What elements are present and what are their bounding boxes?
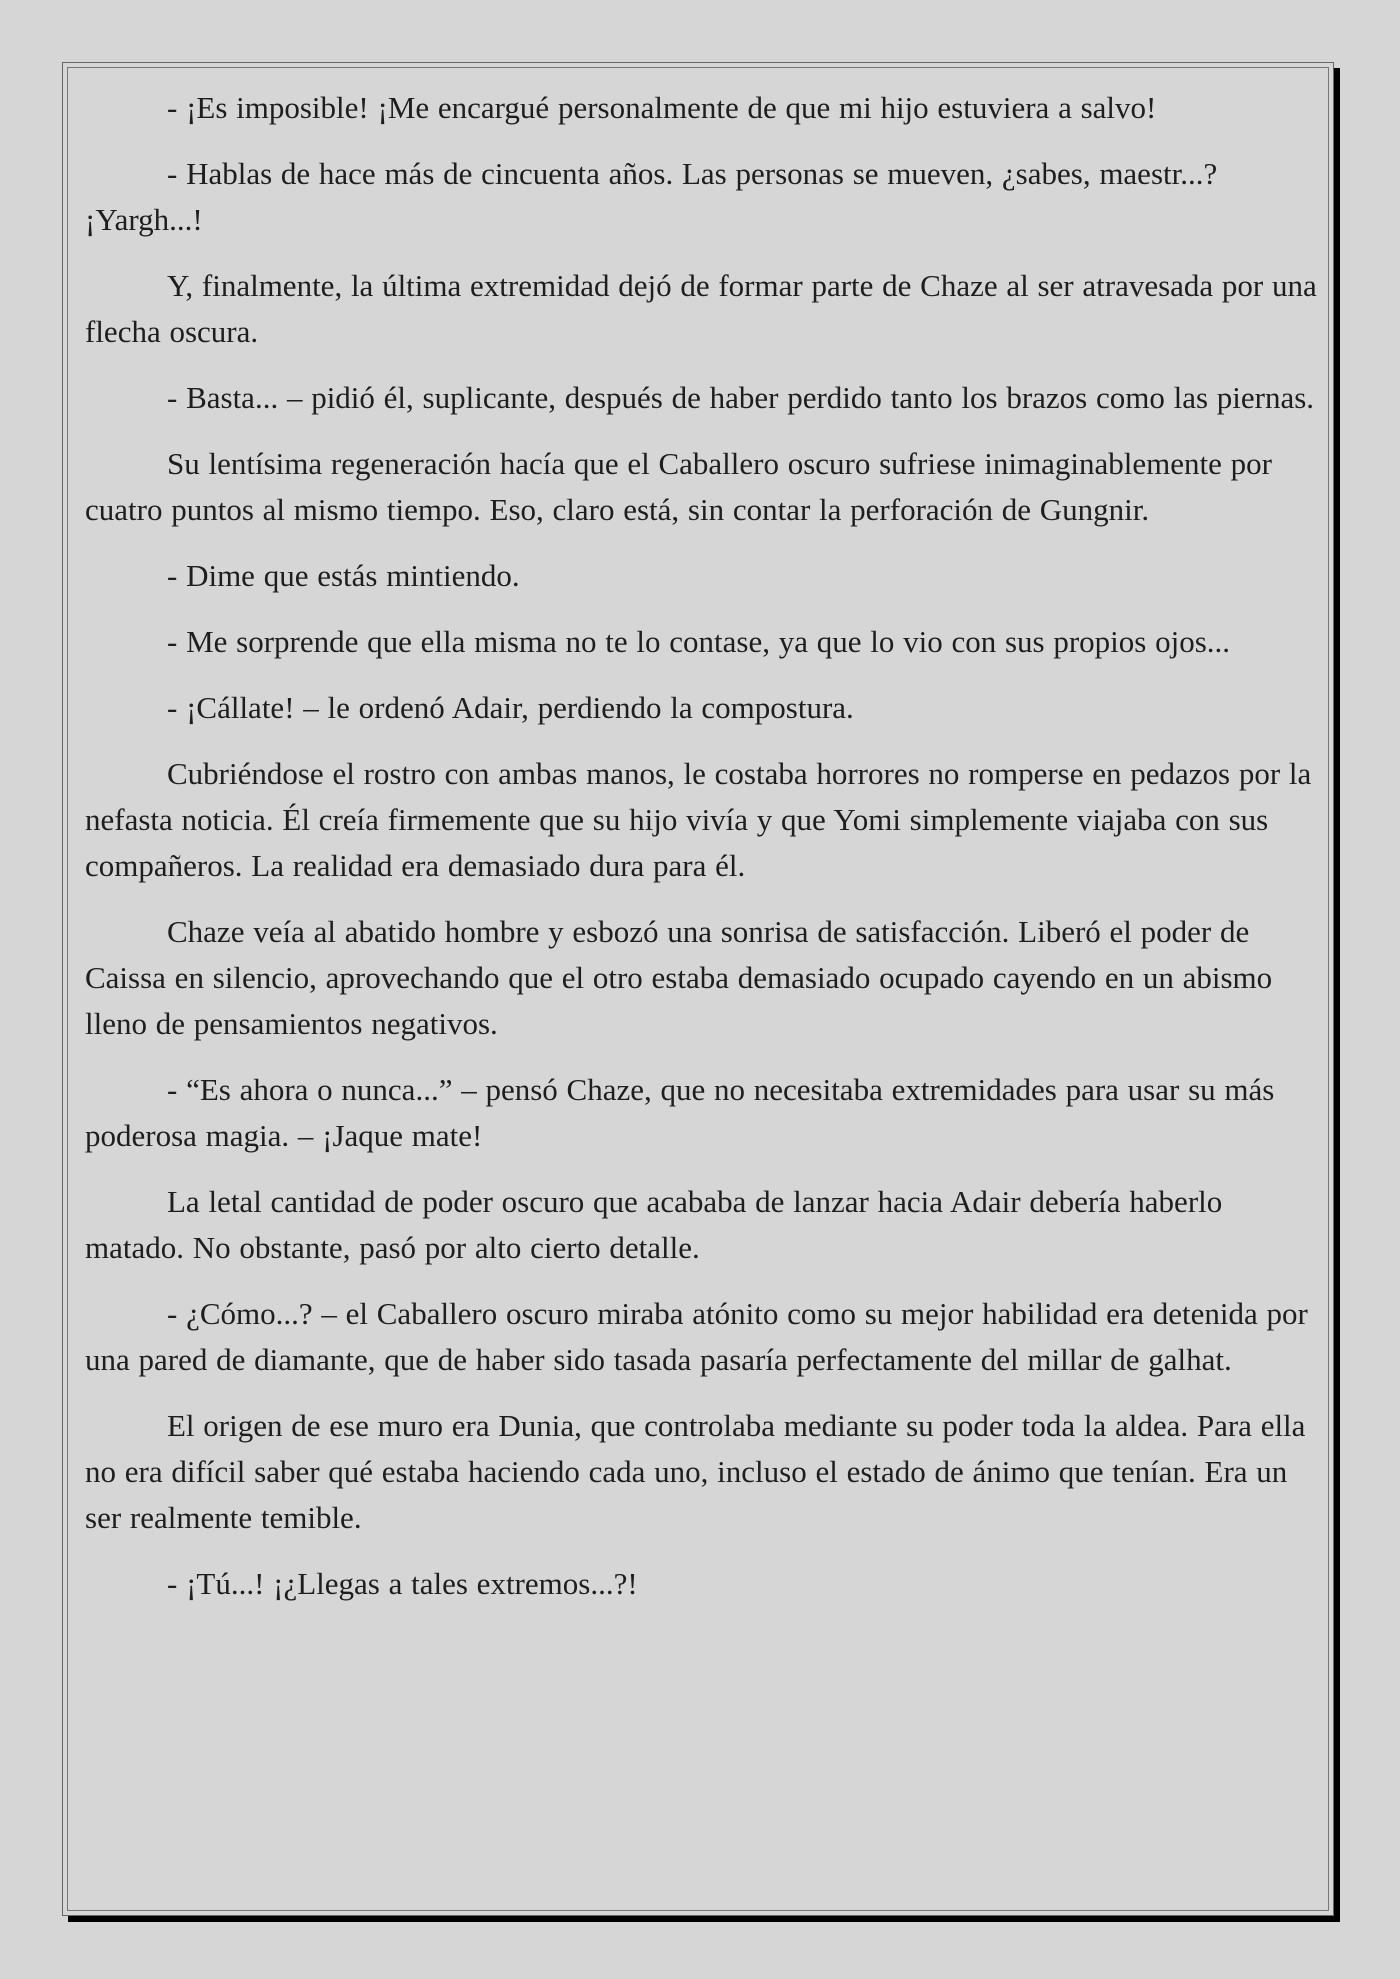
paragraph: - ¡Tú...! ¡¿Llegas a tales extremos...?!	[167, 1566, 638, 1601]
paragraph: - Dime que estás mintiendo.	[167, 558, 520, 593]
paragraph: - Hablas de hace más de cincuenta años. Las personas se mueven, ¿sabes, maestr...? ¡Yargh...!	[85, 156, 1218, 237]
paragraph: Y, finalmente, la última extremidad dejó de formar parte de Chaze al ser atravesada por una flecha oscura.	[85, 268, 1317, 349]
paragraph: - Me sorprende que ella misma no te lo contase, ya que lo vio con sus propios ojos...	[167, 624, 1231, 659]
paragraph: El origen de ese muro era Dunia, que controlaba mediante su poder toda la aldea. Para ella no era difícil saber qué estaba haciendo cada uno, incluso el estado de ánimo que tenían. Era un ser realmente temible.	[85, 1408, 1306, 1535]
page-frame	[62, 62, 1334, 1916]
paragraph: Su lentísima regeneración hacía que el Caballero oscuro sufriese inimaginablemente por cuatro puntos al mismo tiempo. Eso, claro está, sin contar la perforación de Gungnir.	[85, 446, 1272, 527]
paragraph: - ¡Es imposible! ¡Me encargué personalmente de que mi hijo estuviera a salvo!	[167, 90, 1157, 125]
paragraph: Cubriéndose el rostro con ambas manos, le costaba horrores no romperse en pedazos por la nefasta noticia. Él creía firmemente que su hijo vivía y que Yomi simplemente viajaba con sus compañeros. La realidad era demasiado dura para él.	[85, 756, 1312, 883]
paragraph: - “Es ahora o nunca...” – pensó Chaze, que no necesitaba extremidades para usar su más poderosa magia. – ¡Jaque mate!	[85, 1072, 1275, 1153]
paragraph: - ¡Cállate! – le ordenó Adair, perdiendo la compostura.	[167, 690, 854, 725]
paragraph: La letal cantidad de poder oscuro que acababa de lanzar hacia Adair debería haberlo matado. No obstante, pasó por alto cierto detalle.	[85, 1184, 1223, 1265]
paragraph: - ¿Cómo...? – el Caballero oscuro miraba atónito como su mejor habilidad era detenida por una pared de diamante, que de haber sido tasada pasaría perfectamente del millar de galhat.	[85, 1296, 1308, 1377]
paragraph: - Basta... – pidió él, suplicante, después de haber perdido tanto los brazos como las piernas.	[167, 380, 1315, 415]
document-body	[85, 85, 1321, 1627]
paragraph: Chaze veía al abatido hombre y esbozó una sonrisa de satisfacción. Liberó el poder de Caissa en silencio, aprovechando que el otro estaba demasiado ocupado cayendo en un abismo lleno de pensamientos negativos.	[85, 914, 1273, 1041]
